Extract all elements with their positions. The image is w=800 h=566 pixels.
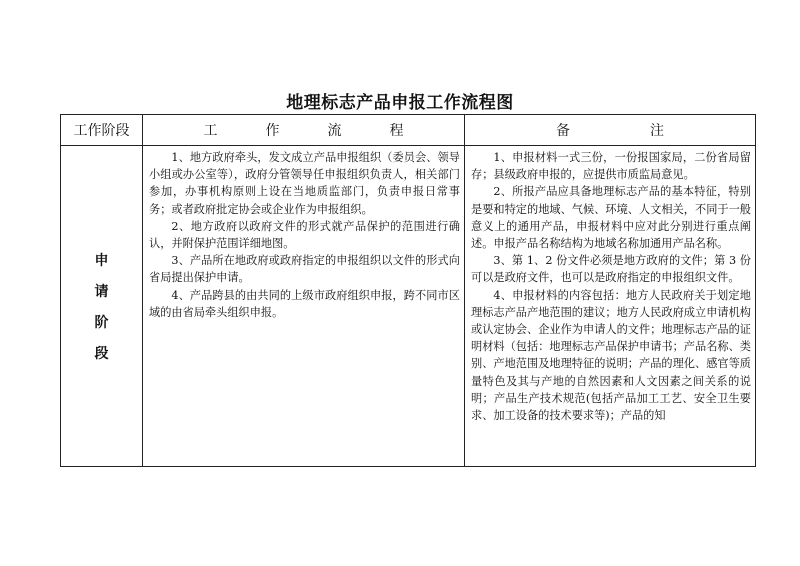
header-workflow-char: 流 [327, 123, 342, 139]
workflow-paragraph: 3、产品所在地政府或政府指定的申报组织以文件的形式向省局提出保护申请。 [149, 254, 460, 285]
header-workflow-char: 程 [389, 123, 404, 139]
stage-label-char: 阶 [94, 314, 109, 331]
header-row [61, 115, 756, 146]
header-workflow-char: 工 [203, 123, 218, 139]
stage-label-char: 请 [94, 283, 109, 300]
remarks-paragraph: 3、第 1、2 份文件必须是地方政府的文件；第 3 份可以是政府文件，也可以是政府指定的申报组织文件。 [471, 254, 751, 285]
stage-label-char: 段 [94, 345, 109, 362]
stage-label [95, 250, 109, 363]
workflow-table [60, 114, 756, 467]
header-workflow-char: 作 [265, 123, 280, 139]
header-workflow [143, 115, 465, 146]
workflow-paragraph: 1、地方政府牵头，发文成立产品申报组织（委员会、领导小组或办公室等），政府分管领导任申报组织负责人，相关部门参加，办事机构原则上设在当地质监部门，负责申报日常事务；或者政府批定协会或企业作为申报组织。 [149, 151, 460, 216]
header-remarks-char: 注 [650, 123, 664, 139]
remarks-paragraph: 2、所报产品应具备地理标志产品的基本特征，特别是要和特定的地域、气候、环境、人文相关，不同于一般意义上的通用产品，申报材料中应对此分别进行重点阐述。申报产品名称结构为地域名称加通用产品名称。 [471, 185, 751, 251]
remarks-paragraph: 1、申报材料一式三份，一份报国家局，二份省局留存；县级政府申报的，应提供市质监局意见。 [471, 151, 751, 182]
remarks-cell [465, 146, 756, 467]
header-remarks [465, 115, 756, 146]
header-remarks-char: 备 [556, 123, 570, 139]
page-title: 地理标志产品申报工作流程图 [286, 93, 514, 113]
application-stage-row [61, 146, 756, 467]
workflow-paragraph: 2、地方政府以政府文件的形式就产品保护的范围进行确认，并附保护范围详细地图。 [149, 219, 460, 251]
stage-label-cell [61, 146, 143, 467]
stage-label-char: 申 [94, 252, 109, 269]
header-stage: 工作阶段 [61, 115, 143, 146]
workflow-paragraph: 4、产品跨县的由共同的上级市政府组织申报，跨不同市区域的由省局牵头组织申报。 [149, 288, 460, 319]
remarks-paragraph: 4、申报材料的内容包括：地方人民政府关于划定地理标志产品产地范围的建议；地方人民政府成立申请机构或认定协会、企业作为申请人的文件；地理标志产品的证明材料（包括：地理标志产品保护申请书；产品名称、类别、产地范围及地理特征的说明；产品的理化、感官等质量特色及其与产地的自然因素和人文因素之间关系的说明；产品生产技术规范(包括产品加工工艺、安全卫生要求、加工设备的技术要求等)；产品的知 [471, 288, 751, 423]
workflow-cell [143, 146, 465, 467]
